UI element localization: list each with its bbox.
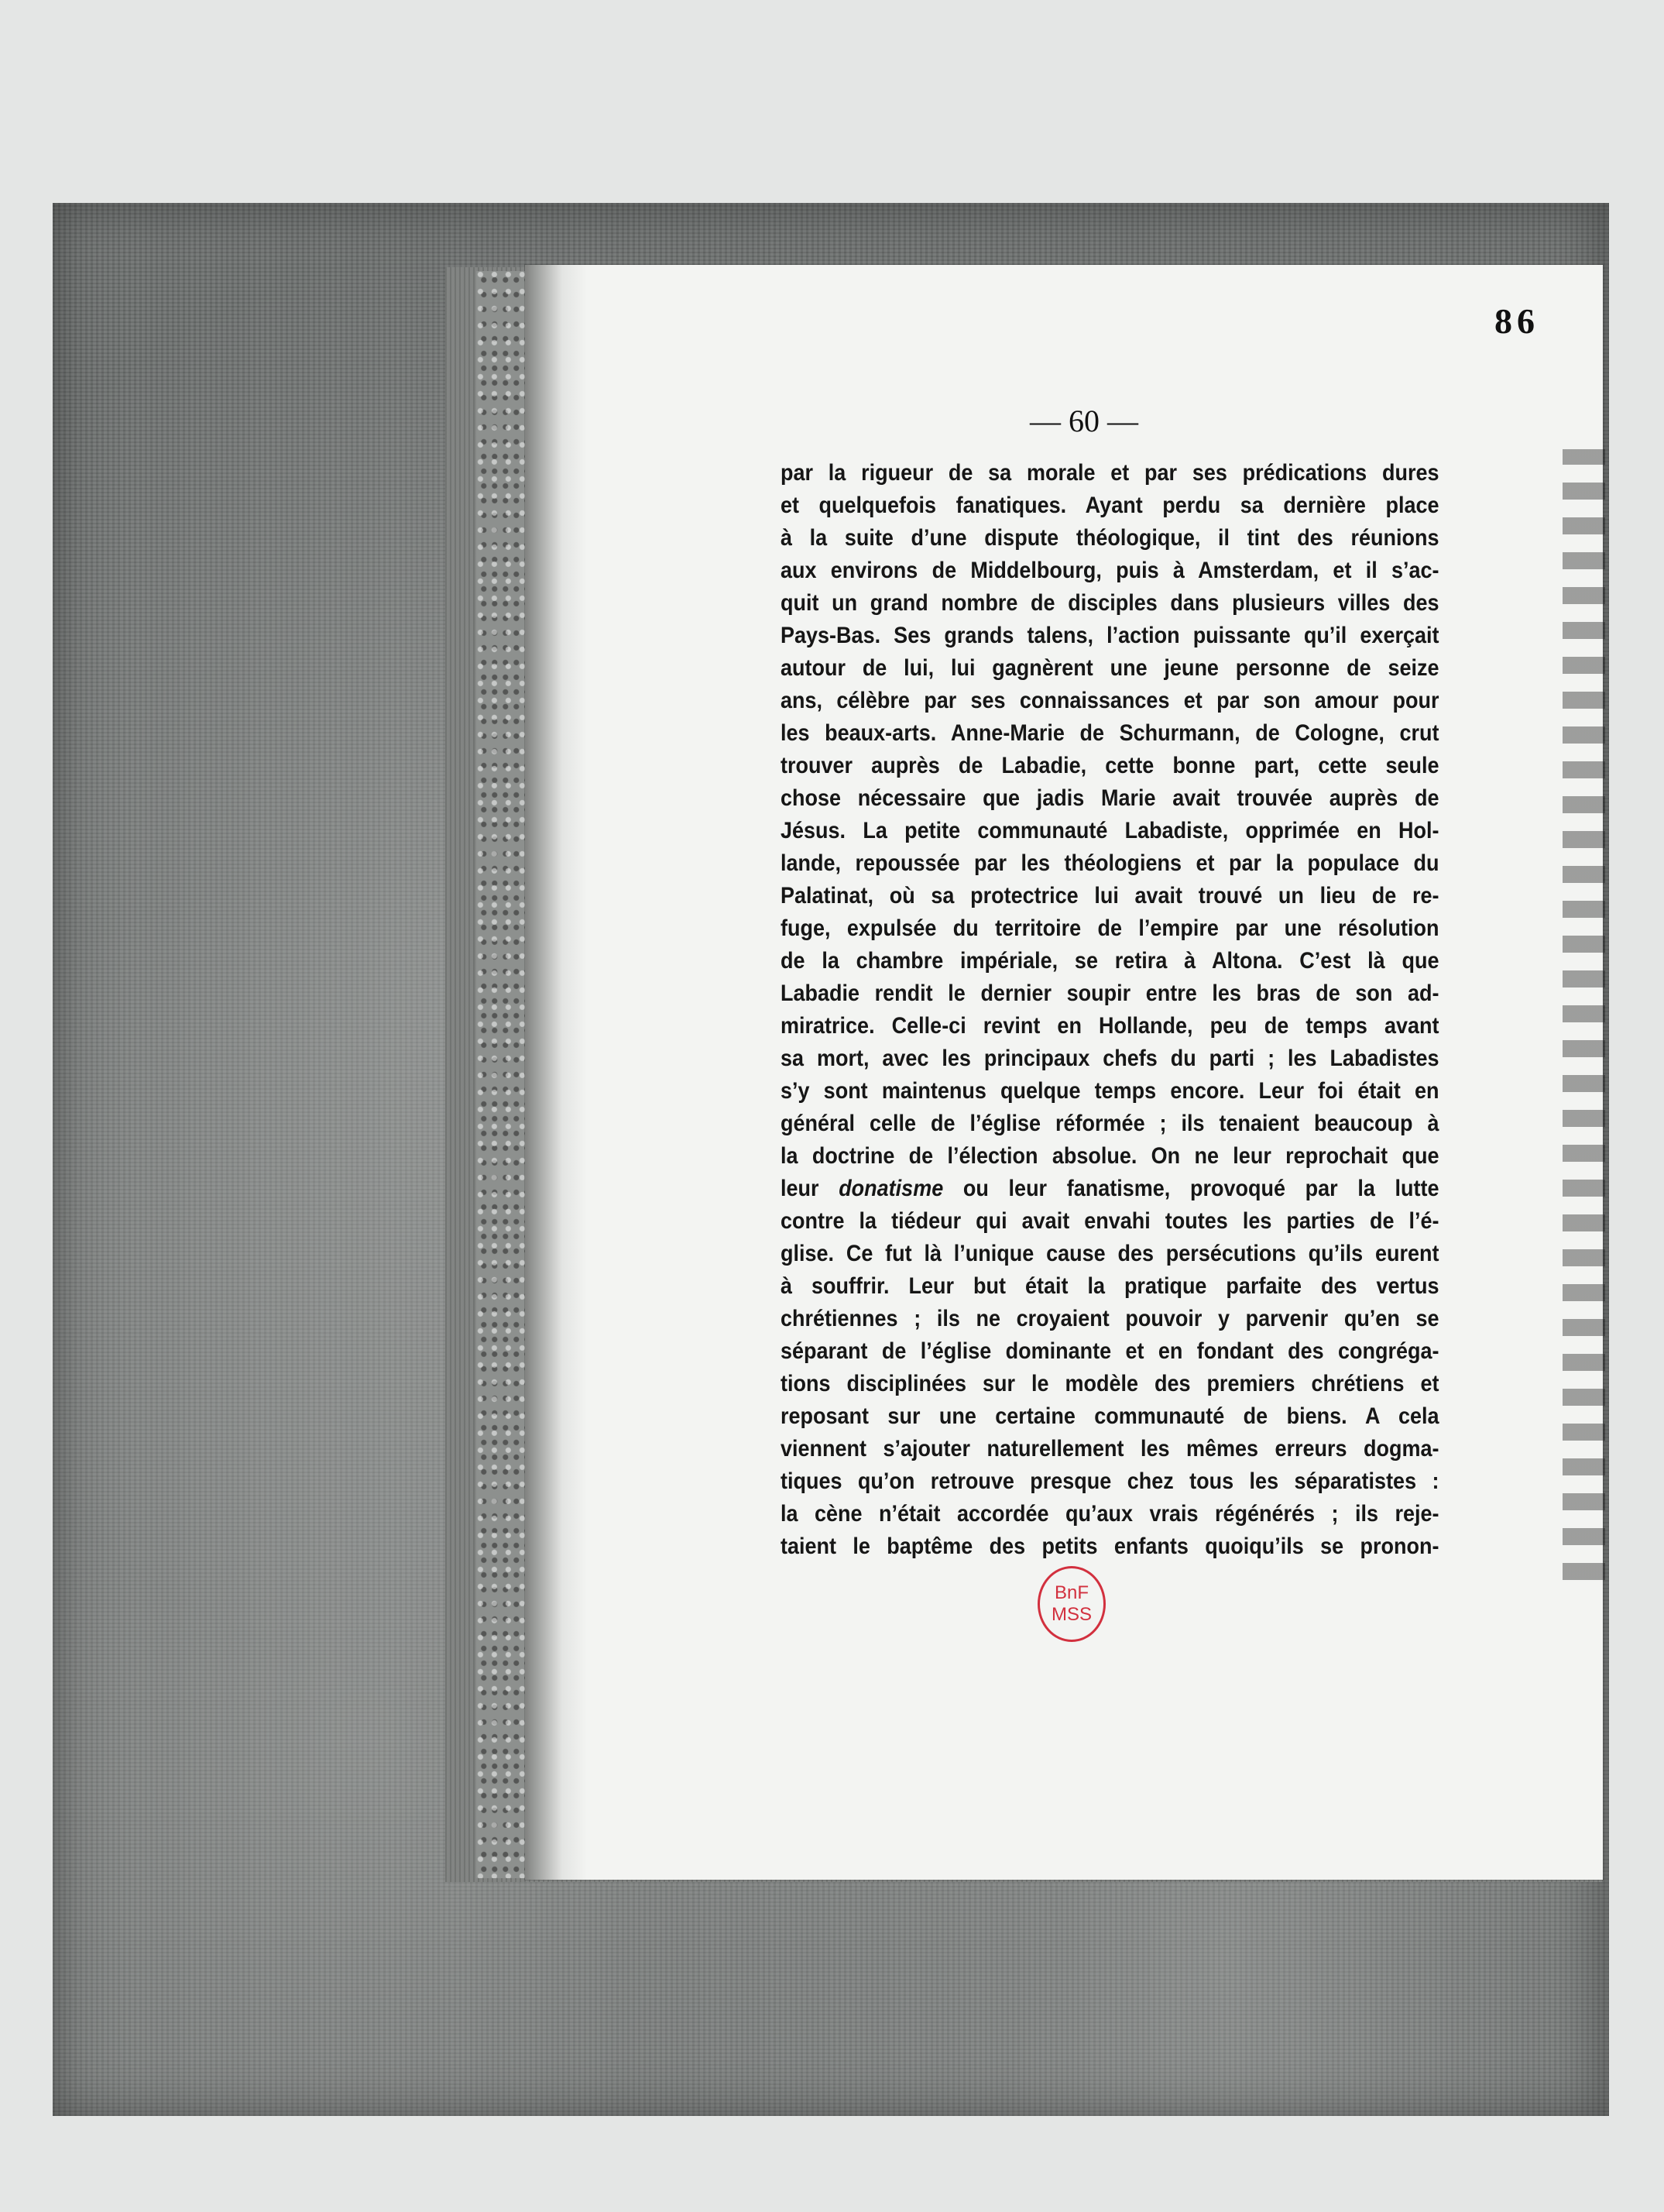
text-line: s’y sont maintenus quelque temps encore. Leur foi était en	[781, 1078, 1439, 1104]
text-line: miratrice. Celle-ci revint en Hollande, peu de temps avant	[781, 1013, 1439, 1039]
text-line: autour de lui, lui gagnèrent une jeune personne de seize	[781, 655, 1439, 681]
page-number: — 60 —	[1030, 404, 1138, 438]
page-edge-strip	[476, 271, 530, 1878]
text-line: reposant sur une certaine communauté de biens. A cela	[781, 1403, 1439, 1429]
text-line: aux environs de Middelbourg, puis à Amsterdam, et il s’ac-	[781, 558, 1439, 583]
text-line: séparant de l’église dominante et en fondant des congréga-	[781, 1338, 1439, 1364]
stamp-line-1: BnF	[1054, 1582, 1089, 1603]
text-line: la cène n’était accordée qu’aux vrais régénérés ; ils reje-	[781, 1501, 1439, 1527]
text-line: fuge, expulsée du territoire de l’empire par une résolution	[781, 915, 1439, 941]
adjacent-page-bleed	[1563, 449, 1605, 1580]
body-text	[781, 457, 1439, 1563]
bnf-stamp	[1038, 1566, 1106, 1642]
text-fragment: ou leur fanatisme, provoqué par la lutte	[943, 1176, 1439, 1201]
text-line: taient le baptême des petits enfants quoiqu’ils se pronon-	[781, 1534, 1439, 1559]
text-line: tions disciplinées sur le modèle des premiers chrétiens et	[781, 1371, 1439, 1396]
text-line: de la chambre impériale, se retira à Altona. C’est là que	[781, 948, 1439, 974]
text-line: trouver auprès de Labadie, cette bonne part, cette seule	[781, 753, 1439, 778]
text-line: par la rigueur de sa morale et par ses prédications dures	[781, 460, 1439, 486]
text-fragment: leur	[781, 1176, 839, 1201]
page-gutter-shadow	[525, 265, 587, 1880]
text-line: chose nécessaire que jadis Marie avait trouvée auprès de	[781, 785, 1439, 811]
text-line: la doctrine de l’élection absolue. On ne leur reprochait que	[781, 1143, 1439, 1169]
text-line: Jésus. La petite communauté Labadiste, opprimée en Hol-	[781, 818, 1439, 843]
text-line: chrétiennes ; ils ne croyaient pouvoir y parvenir qu’en se	[781, 1306, 1439, 1331]
text-line: glise. Ce fut là l’unique cause des persécutions qu’ils eurent	[781, 1241, 1439, 1266]
text-line: quit un grand nombre de disciples dans plusieurs villes des	[781, 590, 1439, 616]
stamp-line-2: MSS	[1051, 1604, 1092, 1625]
folio-number: 86	[1494, 301, 1539, 341]
text-line: Pays-Bas. Ses grands talens, l’action puissante qu’il exerçait	[781, 623, 1439, 648]
text-line: contre la tiédeur qui avait envahi toutes les parties de l’é-	[781, 1208, 1439, 1234]
italic-term: donatisme	[839, 1176, 944, 1201]
text-line: lande, repoussée par les théologiens et par la populace du	[781, 850, 1439, 876]
text-line: Labadie rendit le dernier soupir entre les bras de son ad-	[781, 981, 1439, 1006]
text-line: et quelquefois fanatiques. Ayant perdu sa dernière place	[781, 493, 1439, 518]
text-line: sa mort, avec les principaux chefs du parti ; les Labadistes	[781, 1046, 1439, 1071]
text-line	[781, 1173, 1439, 1205]
text-line: à la suite d’une dispute théologique, il tint des réunions	[781, 525, 1439, 551]
text-line: Palatinat, où sa protectrice lui avait trouvé un lieu de re-	[781, 883, 1439, 908]
text-line: à souffrir. Leur but était la pratique parfaite des vertus	[781, 1273, 1439, 1299]
text-line: général celle de l’église réformée ; ils tenaient beaucoup à	[781, 1111, 1439, 1136]
text-line: viennent s’ajouter naturellement les mêmes erreurs dogma-	[781, 1436, 1439, 1462]
text-line: tiques qu’on retrouve presque chez tous les séparatistes :	[781, 1468, 1439, 1494]
text-line: ans, célèbre par ses connaissances et par son amour pour	[781, 688, 1439, 713]
text-line: les beaux-arts. Anne-Marie de Schurmann, de Cologne, crut	[781, 720, 1439, 746]
